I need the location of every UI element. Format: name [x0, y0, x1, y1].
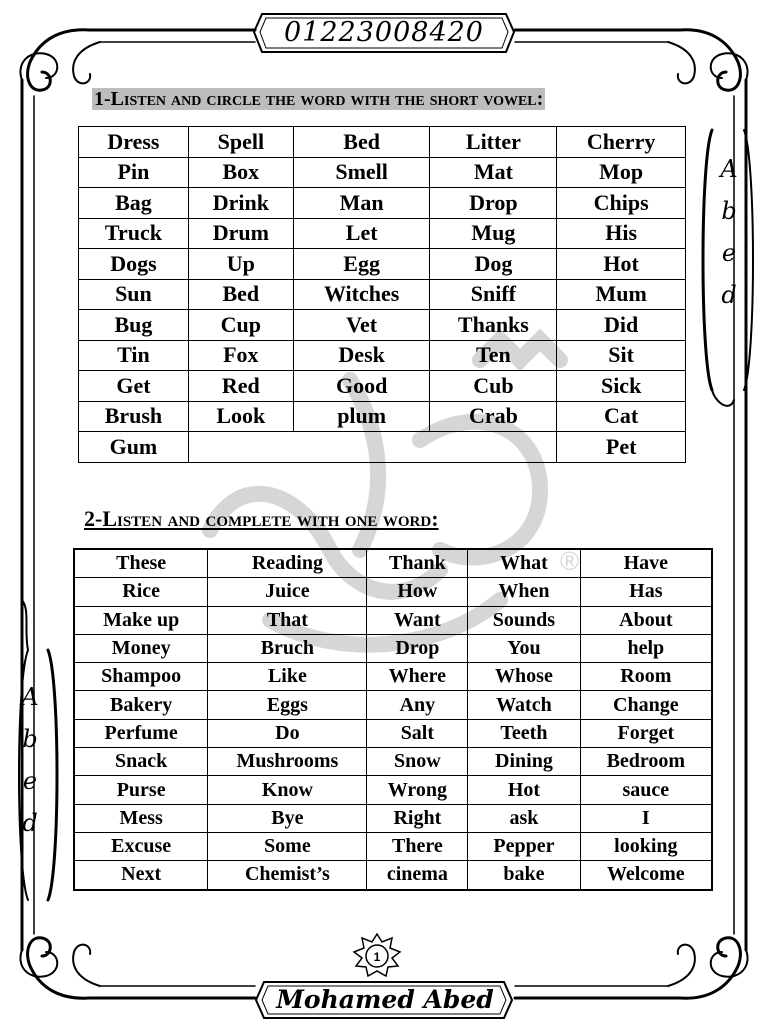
- side-letter: A: [720, 155, 738, 183]
- word-cell: Sounds: [468, 606, 580, 634]
- word-cell: Look: [188, 401, 293, 432]
- table-row: [79, 340, 686, 371]
- word-cell: Bedroom: [580, 748, 712, 776]
- word-cell: Mug: [430, 218, 557, 249]
- side-letter: d: [22, 809, 38, 837]
- word-cell: Right: [367, 804, 468, 832]
- side-letter: b: [22, 725, 38, 753]
- short-vowel-table: [78, 126, 686, 463]
- word-cell: Cat: [557, 401, 686, 432]
- word-cell: Whose: [468, 663, 580, 691]
- word-cell: Chemist’s: [208, 861, 367, 890]
- word-cell: There: [367, 832, 468, 860]
- word-cell: sauce: [580, 776, 712, 804]
- word-cell: Mop: [557, 157, 686, 188]
- word-cell: Snack: [74, 748, 208, 776]
- word-cell: Fox: [188, 340, 293, 371]
- word-cell: Any: [367, 691, 468, 719]
- word-cell: Sick: [557, 371, 686, 402]
- table-row: [79, 127, 686, 158]
- word-cell: About: [580, 606, 712, 634]
- word-cell: Chips: [557, 188, 686, 219]
- word-cell: These: [74, 549, 208, 578]
- word-cell: Thanks: [430, 310, 557, 341]
- table-row: [74, 832, 712, 860]
- section2-title: 2-Listen and complete with one word:: [84, 506, 439, 531]
- table-row: [74, 578, 712, 606]
- word-cell: Teeth: [468, 719, 580, 747]
- table-row: [79, 371, 686, 402]
- word-cell: Pepper: [468, 832, 580, 860]
- complete-word-table: [73, 548, 713, 891]
- table-row: [79, 188, 686, 219]
- word-cell: Cub: [430, 371, 557, 402]
- registered-mark: ®: [560, 546, 580, 576]
- word-cell: Shampoo: [74, 663, 208, 691]
- word-cell: Watch: [468, 691, 580, 719]
- table-row: [74, 663, 712, 691]
- side-letter: e: [22, 767, 38, 795]
- word-cell: Bye: [208, 804, 367, 832]
- word-cell: Reading: [208, 549, 367, 578]
- word-cell: Room: [580, 663, 712, 691]
- side-letter: b: [721, 197, 737, 225]
- word-cell: Mess: [74, 804, 208, 832]
- word-cell: Up: [188, 249, 293, 280]
- table-row: [79, 310, 686, 341]
- word-cell: ask: [468, 804, 580, 832]
- word-cell: Thank: [367, 549, 468, 578]
- word-cell: Salt: [367, 719, 468, 747]
- word-cell: Have: [580, 549, 712, 578]
- word-cell: Want: [367, 606, 468, 634]
- word-cell: Welcome: [580, 861, 712, 890]
- word-cell: Bed: [188, 279, 293, 310]
- side-letter: d: [721, 281, 737, 309]
- word-cell: Tin: [79, 340, 189, 371]
- table-row: [74, 634, 712, 662]
- word-cell: Cherry: [557, 127, 686, 158]
- table-row: [74, 719, 712, 747]
- word-cell: Truck: [79, 218, 189, 249]
- word-cell: Ten: [430, 340, 557, 371]
- word-cell: Litter: [430, 127, 557, 158]
- word-cell: Good: [293, 371, 430, 402]
- word-cell: Mum: [557, 279, 686, 310]
- word-cell: Money: [74, 634, 208, 662]
- word-cell: Change: [580, 691, 712, 719]
- word-cell: Perfume: [74, 719, 208, 747]
- word-cell: Witches: [293, 279, 430, 310]
- word-cell: plum: [293, 401, 430, 432]
- word-cell: Desk: [293, 340, 430, 371]
- page-number: 1: [373, 950, 381, 964]
- word-cell: Box: [188, 157, 293, 188]
- word-cell: You: [468, 634, 580, 662]
- word-cell: Let: [293, 218, 430, 249]
- table-row: [74, 691, 712, 719]
- word-cell: looking: [580, 832, 712, 860]
- word-cell: Drop: [367, 634, 468, 662]
- word-cell: bake: [468, 861, 580, 890]
- word-cell: Dog: [430, 249, 557, 280]
- table-row: [79, 401, 686, 432]
- word-cell: Dogs: [79, 249, 189, 280]
- word-cell: Rice: [74, 578, 208, 606]
- word-cell: Eggs: [208, 691, 367, 719]
- word-cell: Juice: [208, 578, 367, 606]
- word-cell: Purse: [74, 776, 208, 804]
- word-cell: Gum: [79, 432, 189, 463]
- side-label-left: [14, 676, 46, 844]
- empty-cell: [188, 432, 556, 463]
- word-cell: Man: [293, 188, 430, 219]
- word-cell: Hot: [557, 249, 686, 280]
- side-letter: e: [721, 239, 737, 267]
- author-name: Mohamed Abed: [276, 984, 494, 1014]
- table-row: [74, 861, 712, 890]
- table-row: [74, 804, 712, 832]
- table-row: [74, 606, 712, 634]
- word-cell: Red: [188, 371, 293, 402]
- word-cell: His: [557, 218, 686, 249]
- word-cell: Forget: [580, 719, 712, 747]
- side-label-right: [713, 148, 745, 316]
- word-cell: cinema: [367, 861, 468, 890]
- word-cell: Bruch: [208, 634, 367, 662]
- word-cell: Bakery: [74, 691, 208, 719]
- word-cell: Wrong: [367, 776, 468, 804]
- phone-number: 01223008420: [284, 16, 484, 48]
- word-cell: Drum: [188, 218, 293, 249]
- word-cell: Mushrooms: [208, 748, 367, 776]
- word-cell: Some: [208, 832, 367, 860]
- section1-title: 1-Listen and circle the word with the short vowel:: [94, 88, 544, 110]
- table-row: [74, 748, 712, 776]
- word-cell: That: [208, 606, 367, 634]
- word-cell: Get: [79, 371, 189, 402]
- word-cell: Bed: [293, 127, 430, 158]
- word-cell: Drop: [430, 188, 557, 219]
- word-cell: Hot: [468, 776, 580, 804]
- word-cell: Pet: [557, 432, 686, 463]
- word-cell: Sit: [557, 340, 686, 371]
- word-cell: Pin: [79, 157, 189, 188]
- table-row: [79, 218, 686, 249]
- table-row: [74, 776, 712, 804]
- word-cell: Drink: [188, 188, 293, 219]
- word-cell: Has: [580, 578, 712, 606]
- word-cell: Excuse: [74, 832, 208, 860]
- table-row: [79, 157, 686, 188]
- word-cell: Sniff: [430, 279, 557, 310]
- word-cell: Dress: [79, 127, 189, 158]
- word-cell: Where: [367, 663, 468, 691]
- word-cell: How: [367, 578, 468, 606]
- word-cell: Egg: [293, 249, 430, 280]
- table-row: [79, 432, 686, 463]
- word-cell: Sun: [79, 279, 189, 310]
- word-cell: Bug: [79, 310, 189, 341]
- table-row: [74, 549, 712, 578]
- word-cell: When: [468, 578, 580, 606]
- table-row: [79, 249, 686, 280]
- word-cell: Did: [557, 310, 686, 341]
- word-cell: Brush: [79, 401, 189, 432]
- word-cell: Know: [208, 776, 367, 804]
- word-cell: Like: [208, 663, 367, 691]
- word-cell: I: [580, 804, 712, 832]
- table-row: [79, 279, 686, 310]
- word-cell: Bag: [79, 188, 189, 219]
- word-cell: Vet: [293, 310, 430, 341]
- word-cell: Dining: [468, 748, 580, 776]
- word-cell: Crab: [430, 401, 557, 432]
- word-cell: Do: [208, 719, 367, 747]
- word-cell: Snow: [367, 748, 468, 776]
- word-cell: Next: [74, 861, 208, 890]
- word-cell: help: [580, 634, 712, 662]
- word-cell: Mat: [430, 157, 557, 188]
- side-letter: A: [21, 683, 39, 711]
- word-cell: What: [468, 549, 580, 578]
- word-cell: Spell: [188, 127, 293, 158]
- word-cell: Cup: [188, 310, 293, 341]
- word-cell: Smell: [293, 157, 430, 188]
- word-cell: Make up: [74, 606, 208, 634]
